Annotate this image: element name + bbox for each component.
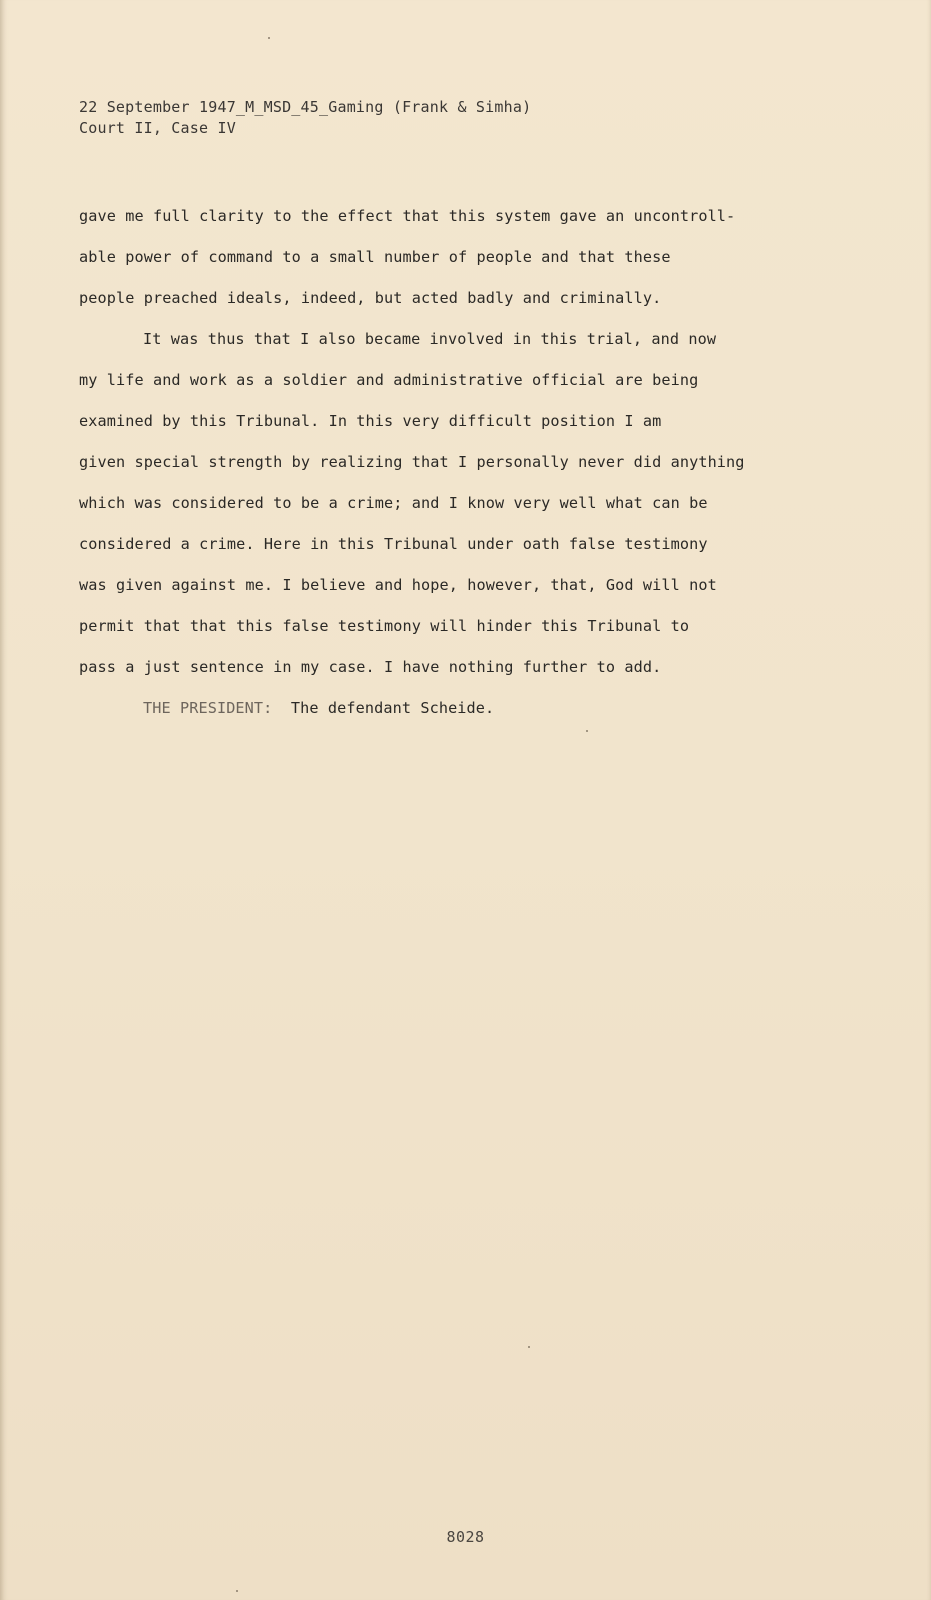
transcript-line: given special strength by realizing that I personally never did anything (79, 453, 745, 471)
transcript-line: able power of command to a small number of people and that these (79, 248, 671, 266)
transcript-body (79, 196, 839, 729)
transcript-line: which was considered to be a crime; and I know very well what can be (79, 494, 708, 512)
transcript-line: examined by this Tribunal. In this very difficult position I am (79, 412, 662, 430)
president-statement (79, 688, 839, 729)
transcript-line: considered a crime. Here in this Tribunal under oath false testimony (79, 535, 708, 553)
transcript-line: was given against me. I believe and hope, however, that, God will not (79, 576, 717, 594)
transcript-line: permit that that this false testimony will hinder this Tribunal to (79, 617, 690, 635)
page-number: 8028 (446, 1528, 485, 1546)
paper-speck (528, 1346, 530, 1348)
transcript-line: pass a just sentence in my case. I have nothing further to add. (79, 658, 662, 676)
header-date-line: 22 September 1947_M_MSD_45_Gaming (Frank & Simha) (79, 98, 532, 116)
transcript-line: my life and work as a soldier and administrative official are being (79, 371, 699, 389)
paper-speck (236, 1590, 238, 1592)
speaker-label: THE PRESIDENT: (143, 699, 273, 717)
paper-speck (268, 37, 270, 39)
header-court-line: Court II, Case IV (79, 119, 236, 137)
paper-speck (586, 730, 588, 732)
speaker-text: The defendant Scheide. (290, 699, 495, 717)
transcript-line: It was thus that I also became involved in this trial, and now (143, 330, 717, 348)
transcript-line: people preached ideals, indeed, but acted badly and criminally. (79, 289, 662, 307)
transcript-line: gave me full clarity to the effect that this system gave an uncontroll- (79, 207, 736, 225)
document-header (79, 97, 531, 139)
